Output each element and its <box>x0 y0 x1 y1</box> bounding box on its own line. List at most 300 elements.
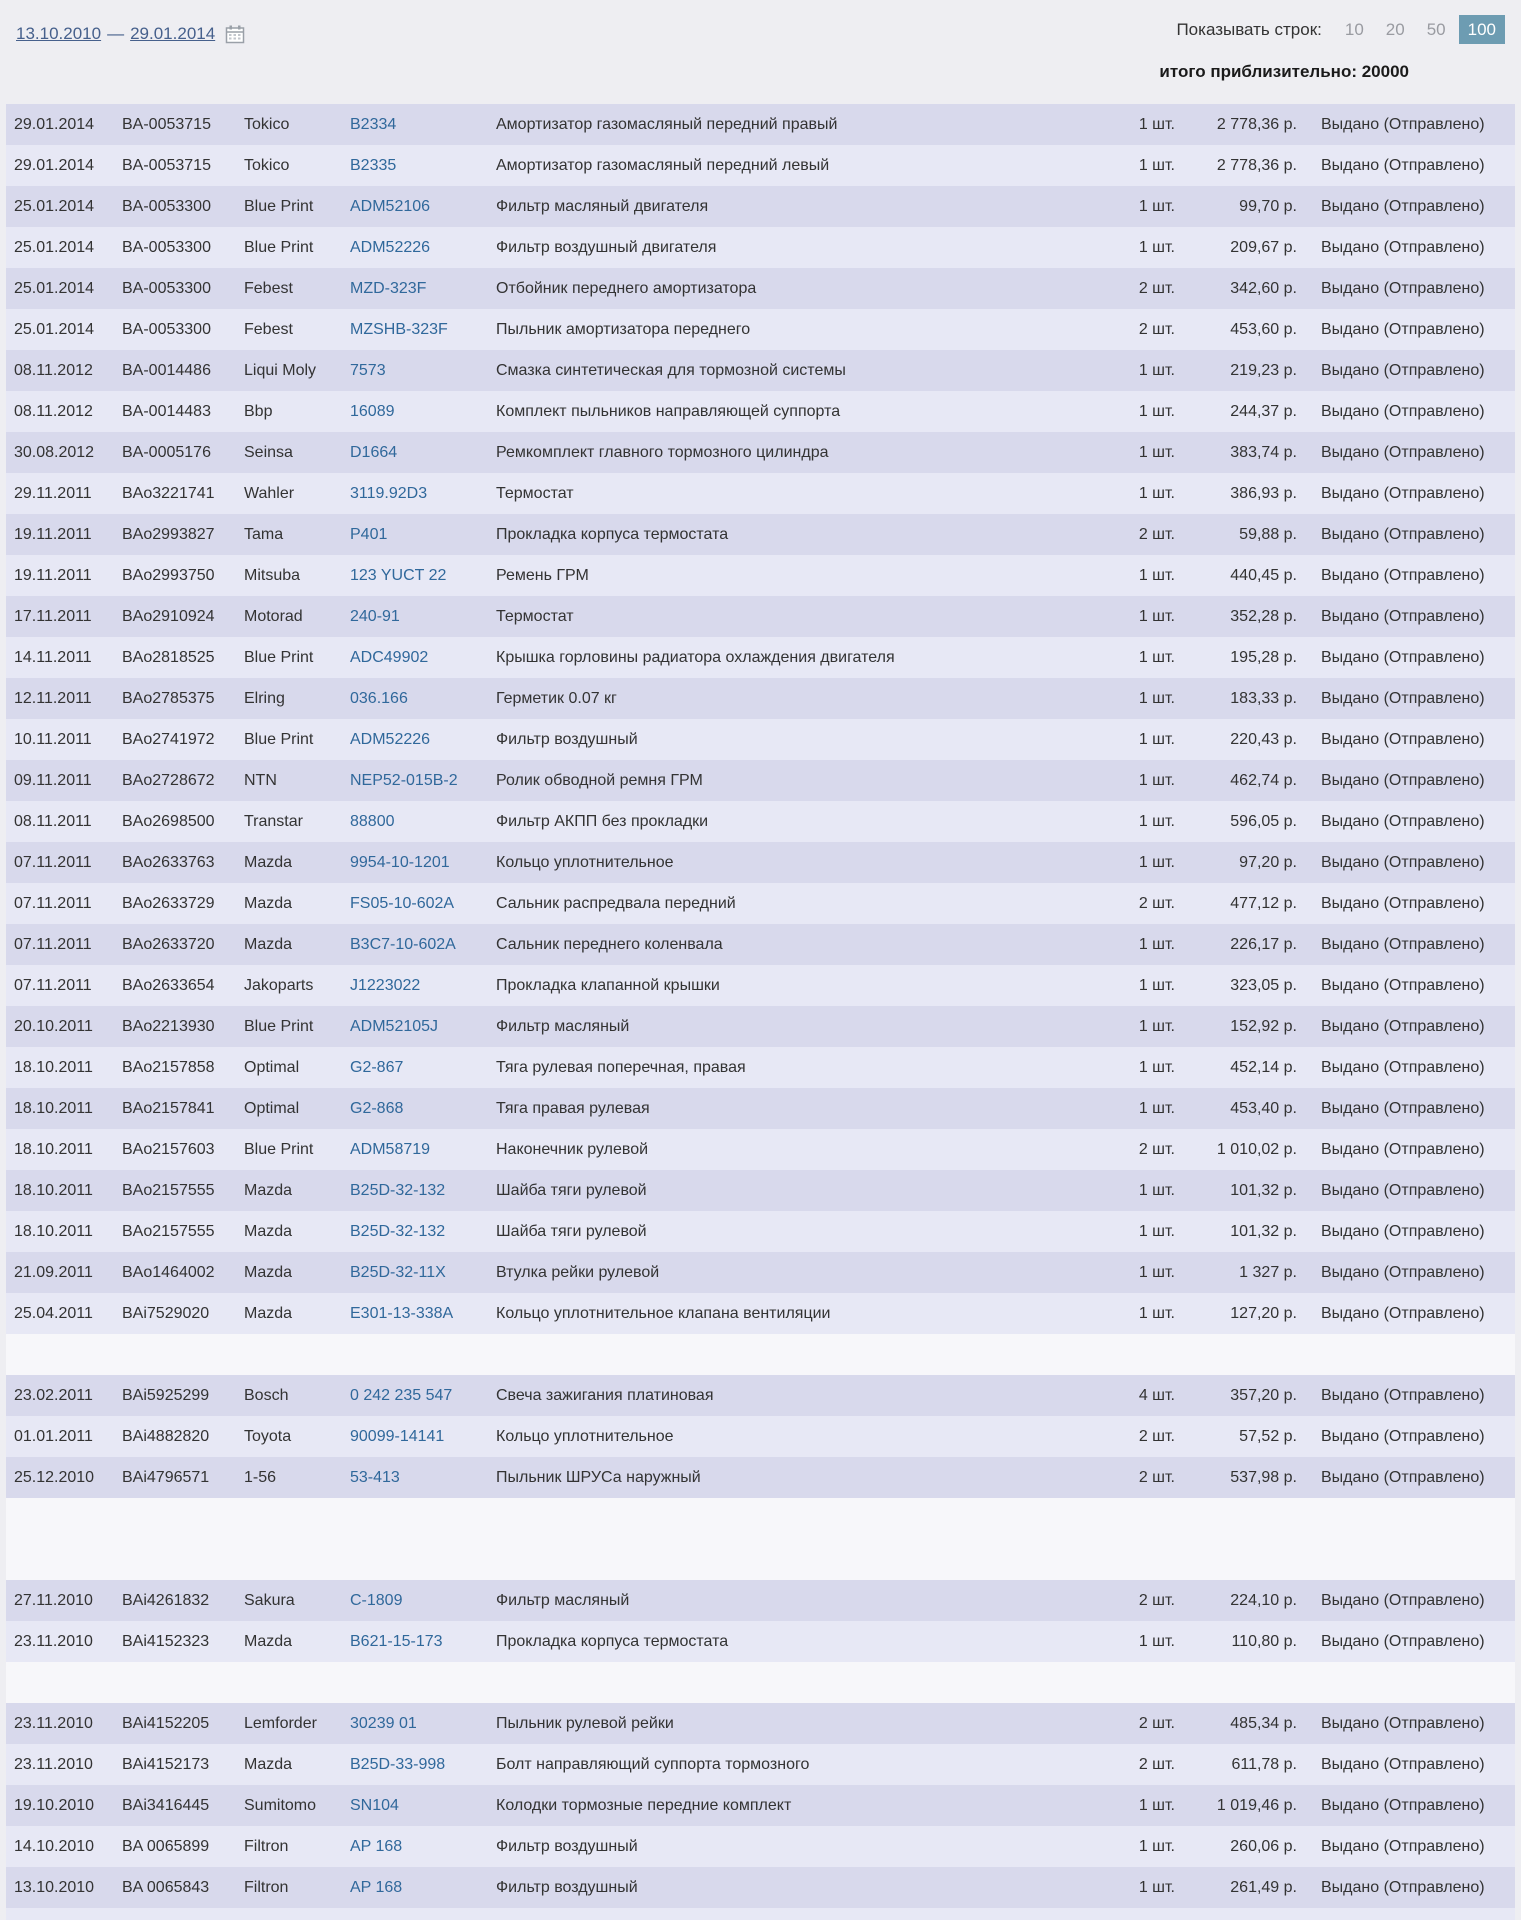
part-description: Фильтр масляный <box>496 1591 630 1609</box>
part-number-link[interactable]: 53-413 <box>350 1468 400 1486</box>
status-text: Выдано (Отправлено) <box>1321 525 1485 543</box>
order-row <box>6 1703 1515 1744</box>
status-text: Выдано (Отправлено) <box>1321 361 1485 379</box>
brand-name: Blue Print <box>244 730 314 748</box>
order-number: BAi4152173 <box>122 1755 210 1773</box>
brand-name: Optimal <box>244 1058 300 1076</box>
order-row <box>6 1006 1515 1047</box>
part-number-cell <box>344 485 490 503</box>
part-description: Наконечник рулевой <box>496 1140 649 1158</box>
part-number-cell <box>344 526 490 544</box>
part-description: Пыльник рулевой рейки <box>496 1714 674 1732</box>
part-number-cell <box>344 1756 490 1774</box>
part-description: Пыльник ШРУСа наружный <box>496 1468 701 1486</box>
status-text: Выдано (Отправлено) <box>1321 1468 1485 1486</box>
part-number-link[interactable]: ADC49902 <box>350 648 429 666</box>
order-date: 17.11.2011 <box>14 607 92 625</box>
part-description: Шайба тяги рулевой <box>496 1222 647 1240</box>
order-row <box>6 1129 1515 1170</box>
order-row <box>6 1047 1515 1088</box>
part-number-link[interactable]: 3119.92D3 <box>350 484 428 502</box>
quantity: 1 шт. <box>1138 1181 1175 1199</box>
status-text: Выдано (Отправлено) <box>1321 1181 1485 1199</box>
part-number-cell <box>344 895 490 913</box>
part-description: Амортизатор газомасляный передний левый <box>496 156 830 174</box>
status-text: Выдано (Отправлено) <box>1321 115 1485 133</box>
order-row <box>6 514 1515 555</box>
status-text: Выдано (Отправлено) <box>1321 320 1485 338</box>
part-number-cell <box>344 1141 490 1159</box>
part-description: Прокладка корпуса термостата <box>496 525 729 543</box>
order-date: 08.11.2012 <box>14 361 93 379</box>
price: 220,43 р. <box>1230 730 1297 748</box>
brand-name: Blue Print <box>244 238 314 256</box>
order-date: 19.10.2010 <box>14 1796 95 1814</box>
quantity: 1 шт. <box>1138 771 1175 789</box>
price: 2 778,36 р. <box>1216 115 1297 133</box>
quantity: 1 шт. <box>1138 812 1175 830</box>
orders-table <box>6 104 1515 1920</box>
part-number-link[interactable]: 16089 <box>350 402 395 420</box>
quantity: 2 шт. <box>1138 1468 1175 1486</box>
order-number: BA 0065899 <box>122 1837 210 1855</box>
part-description: Прокладка корпуса термостата <box>496 1632 729 1650</box>
order-number: BAo2157555 <box>122 1181 215 1199</box>
brand-name: Wahler <box>244 484 295 502</box>
part-number-link[interactable]: B25D-33-998 <box>350 1755 446 1773</box>
calendar-icon[interactable] <box>225 25 245 44</box>
part-number-cell <box>344 1592 490 1610</box>
price: 537,98 р. <box>1230 1468 1297 1486</box>
price: 477,12 р. <box>1230 894 1297 912</box>
order-date: 23.11.2010 <box>14 1755 93 1773</box>
order-number: BAo2818525 <box>122 648 215 666</box>
status-text: Выдано (Отправлено) <box>1321 1837 1485 1855</box>
status-text: Выдано (Отправлено) <box>1321 1427 1485 1445</box>
brand-name: Tama <box>244 525 284 543</box>
quantity: 1 шт. <box>1138 1099 1175 1117</box>
part-description: Кольцо уплотнительное <box>496 1427 674 1445</box>
quantity: 1 шт. <box>1138 648 1175 666</box>
status-text: Выдано (Отправлено) <box>1321 1058 1485 1076</box>
price: 226,17 р. <box>1230 935 1297 953</box>
price: 453,40 р. <box>1230 1099 1297 1117</box>
order-date: 23.11.2010 <box>14 1714 93 1732</box>
quantity: 2 шт. <box>1138 1140 1175 1158</box>
part-number-link[interactable]: P401 <box>350 525 388 543</box>
price: 452,14 р. <box>1230 1058 1297 1076</box>
part-description: Отбойник переднего амортизатора <box>496 279 757 297</box>
part-description: Фильтр масляный двигателя <box>496 197 709 215</box>
part-number-link[interactable]: 7573 <box>350 361 386 379</box>
part-number-link[interactable]: B2335 <box>350 156 397 174</box>
quantity: 1 шт. <box>1138 156 1175 174</box>
part-number-cell <box>344 567 490 585</box>
order-number: BAo2633763 <box>122 853 215 871</box>
part-number-cell <box>344 977 490 995</box>
part-number-link[interactable]: ADM52105J <box>350 1017 439 1035</box>
order-number: BA-0053300 <box>122 238 211 256</box>
part-description: Кольцо уплотнительное <box>496 853 674 871</box>
part-number-link[interactable]: B25D-32-132 <box>350 1181 446 1199</box>
brand-name: Febest <box>244 320 293 338</box>
part-number-cell <box>344 1059 490 1077</box>
part-description: Комплект пыльников направляющей суппорта <box>496 402 841 420</box>
part-number-link[interactable]: E301-13-338A <box>350 1304 454 1322</box>
order-row <box>6 842 1515 883</box>
status-text: Выдано (Отправлено) <box>1321 197 1485 215</box>
order-number: BAo2157555 <box>122 1222 215 1240</box>
order-number: BAo2741972 <box>122 730 215 748</box>
part-number-link[interactable]: MZD-323F <box>350 279 427 297</box>
status-text: Выдано (Отправлено) <box>1321 484 1485 502</box>
brand-name: Blue Print <box>244 1140 314 1158</box>
price: 110,80 р. <box>1231 1632 1297 1650</box>
brand-name: Mazda <box>244 853 293 871</box>
table-gap-row <box>6 1498 1515 1539</box>
price: 485,34 р. <box>1230 1714 1297 1732</box>
quantity: 1 шт. <box>1138 1837 1175 1855</box>
order-number: BAo1464002 <box>122 1263 215 1281</box>
status-text: Выдано (Отправлено) <box>1321 156 1485 174</box>
price: 462,74 р. <box>1230 771 1297 789</box>
quantity: 1 шт. <box>1138 689 1175 707</box>
quantity: 1 шт. <box>1138 197 1175 215</box>
part-number-link[interactable]: ADM58719 <box>350 1140 431 1158</box>
order-number: BAo2728672 <box>122 771 215 789</box>
status-text: Выдано (Отправлено) <box>1321 1222 1485 1240</box>
rows-per-page-label: Показывать строк: <box>1176 20 1322 39</box>
part-number-cell <box>344 362 490 380</box>
order-number: BA-0053300 <box>122 197 211 215</box>
price: 101,32 р. <box>1230 1181 1297 1199</box>
status-text: Выдано (Отправлено) <box>1321 402 1485 420</box>
status-text: Выдано (Отправлено) <box>1321 1017 1485 1035</box>
part-number-link[interactable]: ADM52226 <box>350 238 431 256</box>
order-date: 13.10.2010 <box>14 1878 95 1896</box>
date-range-separator: — <box>107 24 125 43</box>
part-number-link[interactable]: 0 242 235 547 <box>350 1386 453 1404</box>
part-number-link[interactable]: MZSHB-323F <box>350 320 448 338</box>
part-description: Смазка синтетическая для тормозной системы <box>496 361 846 379</box>
order-date: 29.01.2014 <box>14 115 95 133</box>
order-number: BAo2910924 <box>122 607 215 625</box>
order-date: 30.08.2012 <box>14 443 95 461</box>
quantity: 1 шт. <box>1138 1632 1175 1650</box>
order-date: 19.11.2011 <box>14 525 92 543</box>
order-row <box>6 555 1515 596</box>
date-to-link[interactable]: 29.01.2014 <box>130 24 216 43</box>
part-description: Шайба тяги рулевой <box>496 1181 647 1199</box>
price: 99,70 р. <box>1239 197 1297 215</box>
order-row <box>6 104 1515 145</box>
quantity: 2 шт. <box>1138 279 1175 297</box>
order-row <box>6 1252 1515 1293</box>
order-number: BAo2993750 <box>122 566 215 584</box>
part-number-cell <box>344 280 490 298</box>
part-number-link[interactable]: 90099-14141 <box>350 1427 445 1445</box>
part-number-link[interactable]: C-1809 <box>350 1591 403 1609</box>
quantity: 2 шт. <box>1138 1755 1175 1773</box>
order-row <box>6 1375 1515 1416</box>
price: 342,60 р. <box>1230 279 1297 297</box>
part-number-cell <box>344 321 490 339</box>
order-date: 12.11.2011 <box>14 689 92 707</box>
brand-name: Lemforder <box>244 1714 317 1732</box>
quantity: 1 шт. <box>1138 853 1175 871</box>
quantity: 1 шт. <box>1138 115 1175 133</box>
order-date: 18.10.2011 <box>14 1222 93 1240</box>
brand-name: Mazda <box>244 1755 293 1773</box>
part-number-link[interactable]: D1664 <box>350 443 398 461</box>
price: 260,06 р. <box>1230 1837 1297 1855</box>
order-date: 07.11.2011 <box>14 853 92 871</box>
part-number-link[interactable]: G2-868 <box>350 1099 404 1117</box>
part-description: Фильтр АКПП без прокладки <box>496 812 709 830</box>
part-number-link[interactable]: AP 168 <box>350 1878 403 1896</box>
part-number-link[interactable]: B621-15-173 <box>350 1632 443 1650</box>
part-number-cell <box>344 1838 490 1856</box>
order-row <box>6 637 1515 678</box>
status-text: Выдано (Отправлено) <box>1321 1304 1485 1322</box>
price: 127,20 р. <box>1230 1304 1297 1322</box>
part-description: Пыльник амортизатора переднего <box>496 320 751 338</box>
quantity: 1 шт. <box>1138 1017 1175 1035</box>
part-number-link[interactable]: NEP52-015B-2 <box>350 771 458 789</box>
status-text: Выдано (Отправлено) <box>1321 730 1485 748</box>
part-number-cell <box>344 1182 490 1200</box>
part-number-link[interactable]: 036.166 <box>350 689 408 707</box>
part-number-cell <box>344 1715 490 1733</box>
brand-name: Mazda <box>244 935 293 953</box>
order-date: 21.09.2011 <box>14 1263 93 1281</box>
order-number: BAo2633720 <box>122 935 215 953</box>
quantity: 1 шт. <box>1138 443 1175 461</box>
rows-per-page-option-100[interactable]: 100 <box>1459 15 1505 44</box>
order-date: 25.12.2010 <box>14 1468 95 1486</box>
brand-name: Mazda <box>244 1304 293 1322</box>
order-row <box>6 1785 1515 1826</box>
quantity: 1 шт. <box>1138 566 1175 584</box>
order-row <box>6 227 1515 268</box>
quantity: 2 шт. <box>1138 320 1175 338</box>
part-number-cell <box>344 772 490 790</box>
quantity: 1 шт. <box>1138 976 1175 994</box>
order-row <box>6 432 1515 473</box>
part-description: Фильтр масляный <box>496 1017 630 1035</box>
order-row <box>6 1293 1515 1334</box>
order-number: BA-0014486 <box>122 361 211 379</box>
brand-name: Blue Print <box>244 197 314 215</box>
quantity: 1 шт. <box>1138 1796 1175 1814</box>
part-number-link[interactable]: ADM52226 <box>350 730 431 748</box>
order-number: BAi7529020 <box>122 1304 210 1322</box>
part-number-cell <box>344 854 490 872</box>
brand-name: 1-56 <box>244 1468 277 1486</box>
order-date: 25.04.2011 <box>14 1304 93 1322</box>
order-number: BAo2993827 <box>122 525 215 543</box>
brand-name: Febest <box>244 279 293 297</box>
brand-name: Toyota <box>244 1427 292 1445</box>
rows-per-page-option-20[interactable]: 20 <box>1385 20 1405 39</box>
price: 1 010,02 р. <box>1216 1140 1297 1158</box>
quantity: 2 шт. <box>1138 1427 1175 1445</box>
order-date: 29.11.2011 <box>14 484 92 502</box>
price: 440,45 р. <box>1230 566 1297 584</box>
brand-name: Liqui Moly <box>244 361 317 379</box>
order-date: 07.11.2011 <box>14 894 92 912</box>
status-text: Выдано (Отправлено) <box>1321 812 1485 830</box>
part-number-link[interactable]: G2-867 <box>350 1058 404 1076</box>
part-number-cell <box>344 936 490 954</box>
brand-name: Seinsa <box>244 443 293 461</box>
part-number-link[interactable]: B25D-32-11X <box>350 1263 446 1281</box>
brand-name: Elring <box>244 689 285 707</box>
part-description: Кольцо уплотнительное клапана вентиляции <box>496 1304 831 1322</box>
part-number-cell <box>344 198 490 216</box>
price: 59,88 р. <box>1239 525 1297 543</box>
part-number-cell <box>344 1797 490 1815</box>
status-text: Выдано (Отправлено) <box>1321 1632 1485 1650</box>
part-number-link[interactable]: B2334 <box>350 115 397 133</box>
order-number: BAo2157603 <box>122 1140 215 1158</box>
order-number: BA-0053715 <box>122 115 211 133</box>
brand-name: Bosch <box>244 1386 289 1404</box>
date-from-link[interactable]: 13.10.2010 <box>16 24 102 43</box>
quantity: 2 шт. <box>1138 894 1175 912</box>
price: 2 778,36 р. <box>1216 156 1297 174</box>
order-date: 23.02.2011 <box>14 1386 93 1404</box>
status-text: Выдано (Отправлено) <box>1321 1386 1485 1404</box>
part-number-cell <box>344 690 490 708</box>
price: 57,52 р. <box>1239 1427 1297 1445</box>
order-date: 18.10.2011 <box>14 1099 93 1117</box>
quantity: 1 шт. <box>1138 361 1175 379</box>
part-number-link[interactable]: 9954-10-1201 <box>350 853 450 871</box>
part-number-link[interactable]: FS05-10-602A <box>350 894 455 912</box>
order-row <box>6 1744 1515 1785</box>
order-date: 25.01.2014 <box>14 238 95 256</box>
rows-per-page-option-50[interactable]: 50 <box>1426 20 1446 39</box>
order-number: BAi5925299 <box>122 1386 210 1404</box>
order-number: BAi4796571 <box>122 1468 210 1486</box>
status-text: Выдано (Отправлено) <box>1321 771 1485 789</box>
part-number-cell <box>344 649 490 667</box>
order-number: BAi4152323 <box>122 1632 210 1650</box>
order-number: BAo2785375 <box>122 689 215 707</box>
brand-name: Motorad <box>244 607 303 625</box>
part-number-cell <box>344 731 490 749</box>
price: 183,33 р. <box>1230 689 1297 707</box>
quantity: 2 шт. <box>1138 1714 1175 1732</box>
price: 219,23 р. <box>1230 361 1297 379</box>
price: 224,10 р. <box>1230 1591 1297 1609</box>
price: 323,05 р. <box>1230 976 1297 994</box>
order-number: BA-0053300 <box>122 320 211 338</box>
order-row <box>6 1416 1515 1457</box>
part-number-link[interactable]: J1223022 <box>350 976 421 994</box>
order-date: 25.01.2014 <box>14 197 95 215</box>
brand-name: Optimal <box>244 1099 300 1117</box>
price: 611,78 р. <box>1231 1755 1297 1773</box>
part-description: Ремень ГРМ <box>496 566 589 584</box>
price: 97,20 р. <box>1239 853 1297 871</box>
brand-name: Sakura <box>244 1591 295 1609</box>
part-number-link[interactable]: AP 168 <box>350 1837 403 1855</box>
status-text: Выдано (Отправлено) <box>1321 689 1485 707</box>
brand-name: Blue Print <box>244 1017 314 1035</box>
part-number-link[interactable]: ADM52106 <box>350 197 431 215</box>
order-row <box>6 473 1515 514</box>
brand-name: NTN <box>244 771 277 789</box>
order-date: 19.11.2011 <box>14 566 92 584</box>
part-description: Фильтр воздушный <box>496 1837 638 1855</box>
part-description: Крышка горловины радиатора охлаждения двигателя <box>496 648 895 666</box>
rows-per-page-control <box>1176 20 1505 40</box>
brand-name: Mazda <box>244 1181 293 1199</box>
part-description: Ремкомплект главного тормозного цилиндра <box>496 443 829 461</box>
order-date: 07.11.2011 <box>14 976 92 994</box>
part-number-cell <box>344 239 490 257</box>
status-text: Выдано (Отправлено) <box>1321 1263 1485 1281</box>
price: 1 019,46 р. <box>1216 1796 1297 1814</box>
order-date: 23.11.2010 <box>14 1632 93 1650</box>
part-description: Герметик 0.07 кг <box>496 689 617 707</box>
order-row <box>6 719 1515 760</box>
status-text: Выдано (Отправлено) <box>1321 1796 1485 1814</box>
part-number-cell <box>344 1469 490 1487</box>
status-text: Выдано (Отправлено) <box>1321 1140 1485 1158</box>
part-number-cell <box>344 1387 490 1405</box>
brand-name: Tokico <box>244 156 290 174</box>
part-number-link[interactable]: 30239 01 <box>350 1714 417 1732</box>
rows-per-page-option-10[interactable]: 10 <box>1344 20 1364 39</box>
brand-name: Mazda <box>244 1222 293 1240</box>
order-number: BAi4882820 <box>122 1427 210 1445</box>
quantity: 1 шт. <box>1138 1263 1175 1281</box>
order-date: 27.11.2010 <box>14 1591 93 1609</box>
brand-name: Blue Print <box>244 648 314 666</box>
part-number-cell <box>344 608 490 626</box>
part-number-link[interactable]: B3C7-10-602A <box>350 935 456 953</box>
quantity: 1 шт. <box>1138 484 1175 502</box>
part-description: Сальник распредвала передний <box>496 894 736 912</box>
order-date: 14.10.2010 <box>14 1837 95 1855</box>
part-number-link[interactable]: 240-91 <box>350 607 400 625</box>
order-number: BAi3416445 <box>122 1796 210 1814</box>
order-date: 07.11.2011 <box>14 935 92 953</box>
partial-row <box>6 1908 1515 1920</box>
status-text: Выдано (Отправлено) <box>1321 566 1485 584</box>
status-text: Выдано (Отправлено) <box>1321 648 1485 666</box>
order-date: 25.01.2014 <box>14 320 95 338</box>
part-number-link[interactable]: SN104 <box>350 1796 399 1814</box>
order-number: BAo2698500 <box>122 812 215 830</box>
part-number-link[interactable]: 88800 <box>350 812 395 830</box>
part-number-link[interactable]: B25D-32-132 <box>350 1222 446 1240</box>
part-description: Тяга правая рулевая <box>496 1099 650 1117</box>
part-number-link[interactable]: 123 YUCT 22 <box>350 566 447 584</box>
order-row <box>6 596 1515 637</box>
price: 596,05 р. <box>1230 812 1297 830</box>
rows-per-page-options <box>1332 20 1505 40</box>
status-text: Выдано (Отправлено) <box>1321 1878 1485 1896</box>
order-row <box>6 965 1515 1006</box>
order-row <box>6 678 1515 719</box>
table-gap-row <box>6 1334 1515 1375</box>
part-description: Амортизатор газомасляный передний правый <box>496 115 838 133</box>
quantity: 1 шт. <box>1138 1304 1175 1322</box>
